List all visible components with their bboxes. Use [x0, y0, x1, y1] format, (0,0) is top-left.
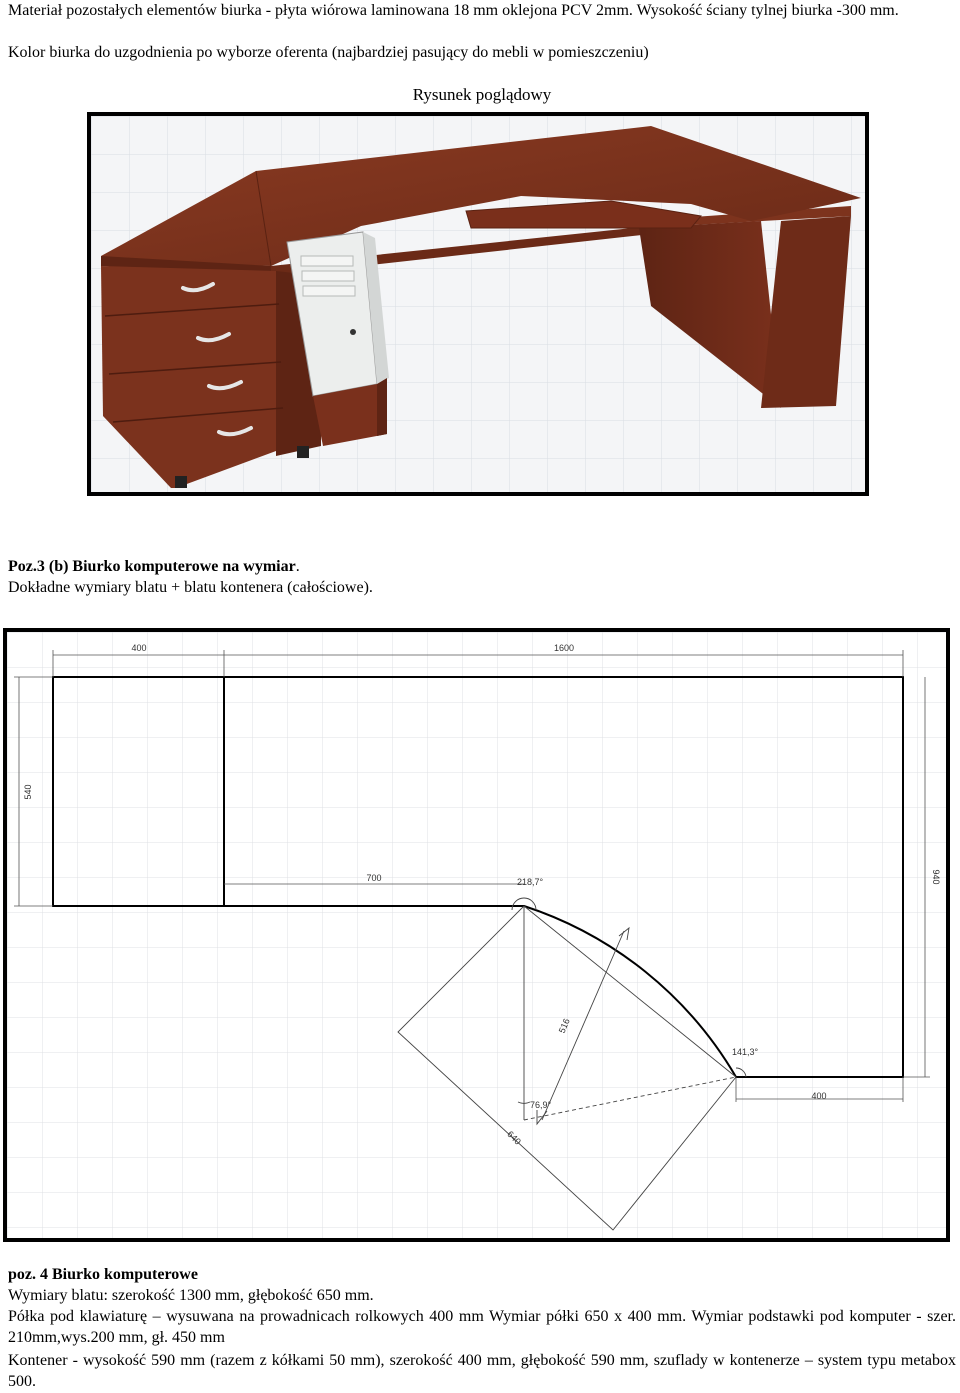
dim-516: 516 [556, 1016, 572, 1035]
desk-dimension-drawing [3, 628, 950, 1242]
caster-wheel-right [297, 446, 309, 458]
dim-400-bottom: 400 [811, 1091, 827, 1101]
computer-stand-side [377, 378, 387, 436]
angle-141: 141,3° [732, 1047, 759, 1057]
dimension-drawing-svg [7, 632, 946, 1238]
dim-400-top: 400 [131, 643, 147, 653]
pos4-title-bold: poz. 4 Biurko komputerowe [8, 1266, 198, 1283]
pos3-title-period: . [295, 558, 300, 575]
pos4-title [8, 1264, 956, 1285]
power-button-icon [350, 329, 356, 335]
pos4-dimensions: Wymiary blatu: szerokość 1300 mm, głębokość 650 mm. [8, 1287, 374, 1304]
intro-material-text: Materiał pozostałych elementów biurka - płyta wiórowa laminowana 18 mm oklejona PCV 2mm. Wysokość ściany tylnej biurka -300 mm. [8, 2, 899, 19]
pos3-title-bold: Poz.3 (b) Biurko komputerowe na wymiar [8, 558, 296, 575]
dim-940: 940 [931, 869, 941, 885]
dim-1600: 1600 [553, 643, 575, 653]
angle-76: 76,9° [530, 1100, 552, 1110]
pos4-keyboard-shelf: Półka pod klawiaturę – wysuwana na prowadnicach rolkowych 400 mm Wymiar półki 650 x 400 mm. Wymiar podstawki pod komputer - szer. 210mm,wys.200 mm, gł. 450 mm [8, 1308, 956, 1346]
angle-218: 218,7° [517, 877, 544, 887]
figure-caption: Rysunek poglądowy [412, 85, 552, 104]
caster-wheel-left [175, 476, 187, 488]
pos3-description: Dokładne wymiary blatu + blatu kontenera (całościowe). [8, 579, 373, 596]
dim-540: 540 [23, 784, 33, 800]
desk-render-image [87, 112, 869, 496]
intro-color-text: Kolor biurka do uzgodnienia po wyborze oferenta (najbardziej pasujący do mebli w pomieszczeniu) [8, 44, 649, 61]
dim-640: 640 [505, 1129, 523, 1147]
drawing-grid [7, 632, 946, 1238]
pos4-container: Kontener - wysokość 590 mm (razem z kółkami 50 mm), szerokość 400 mm, głębokość 590 mm, szuflady w kontenerze – system typu metabox 500. [8, 1352, 956, 1390]
desk-render-svg [91, 116, 865, 492]
computer-tower-drives [301, 256, 355, 296]
pos3-title [8, 556, 956, 577]
dim-700: 700 [366, 873, 382, 883]
